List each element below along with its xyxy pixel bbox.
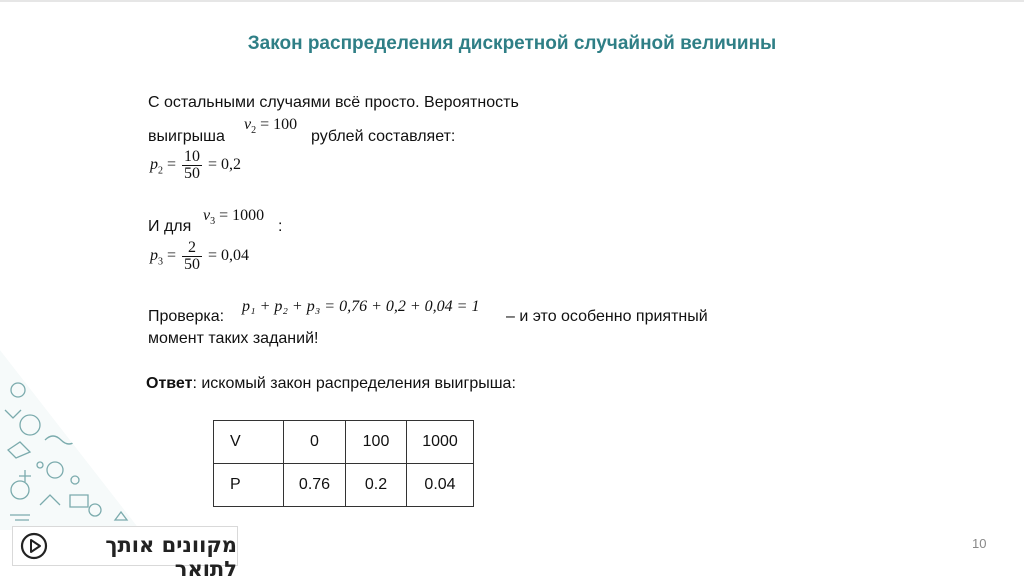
check-label: Проверка: — [148, 308, 225, 325]
check-comment: – и это особенно приятный — [506, 308, 708, 325]
table-cell: 100 — [346, 421, 407, 464]
check-comment-line-2: момент таких заданий! — [148, 330, 319, 347]
table-cell: P — [214, 464, 284, 507]
equation-v3: $v_3 = 1000$ — [203, 207, 265, 228]
text-line-1: С остальными случаями всё просто. Вероятность — [148, 94, 519, 111]
text-and-for: И для — [148, 218, 192, 235]
answer-label: Ответ — [146, 375, 193, 392]
equation-p2: $p_2$ = $\frac{10}{50}$ = 0,2 — [150, 148, 242, 182]
top-border — [0, 0, 1024, 2]
table-cell: V — [214, 421, 284, 464]
table-cell: 0 — [284, 421, 346, 464]
distribution-table — [213, 420, 474, 507]
table-row-v — [214, 421, 474, 464]
table-cell: 0.76 — [284, 464, 346, 507]
answer-text: : искомый закон распределения выигрыша: — [192, 375, 516, 392]
page-number: 10 — [972, 536, 987, 551]
table-cell: 0.2 — [346, 464, 407, 507]
equation-p3: $p_3$ = $\frac{2}{50}$ = 0,04 — [150, 239, 250, 273]
equation-v2: $v_2 = 100$ — [244, 116, 298, 137]
logo-text: מקוונים אותך לתואר — [105, 533, 237, 581]
table-cell: 0.04 — [407, 464, 474, 507]
table-cell: 1000 — [407, 421, 474, 464]
equation-check: p₁ + p₂ + p₃ = 0,76 + 0,2 + 0,04 = 1 — [242, 298, 480, 315]
play-circle-icon — [19, 531, 49, 561]
table-row-p — [214, 464, 474, 507]
text-colon: : — [278, 218, 283, 235]
text-line-2-end: рублей составляет: — [311, 128, 456, 145]
decorative-pattern — [0, 330, 140, 530]
text-line-2-start: выигрыша — [148, 128, 225, 145]
answer-line — [146, 375, 516, 393]
slide-title: Закон распределения дискретной случайной величины — [247, 33, 777, 54]
brand-logo — [12, 526, 238, 581]
